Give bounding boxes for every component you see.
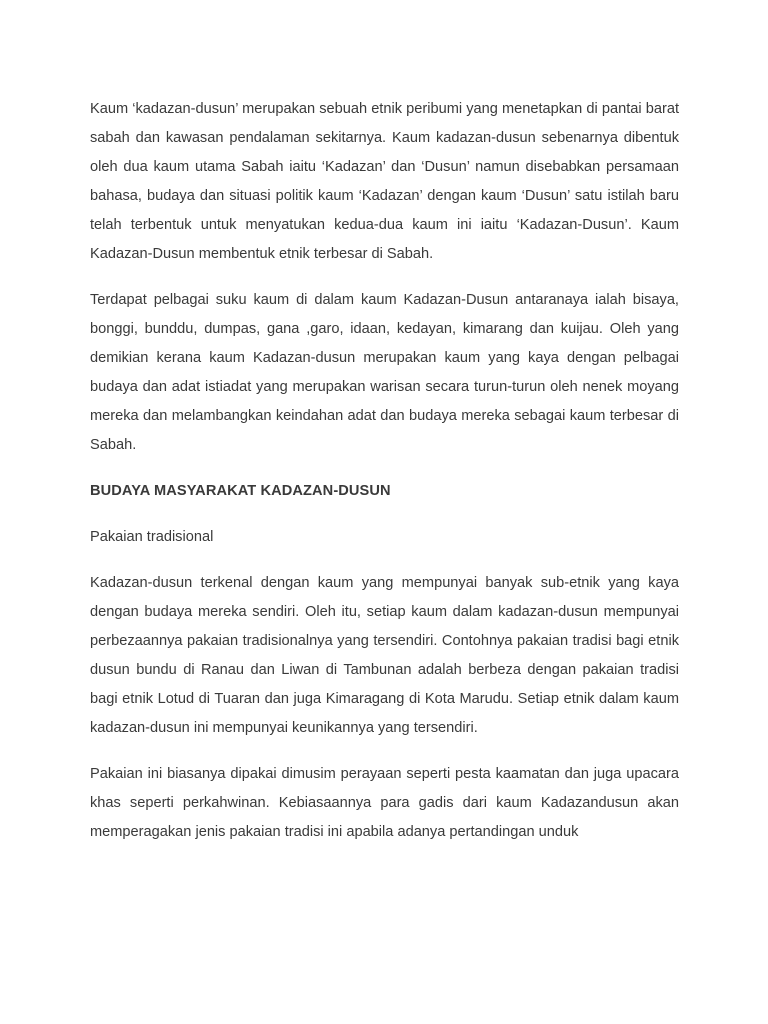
paragraph-festival-usage: Pakaian ini biasanya dipakai dimusim perayaan seperti pesta kaamatan dan juga upacara khas seperti perkahwinan. Kebiasaannya para gadis dari kaum Kadazandusun akan memperagakan jenis pakaian tradisi ini apabila adanya pertandingan unduk xyxy=(90,766,679,840)
spacer xyxy=(90,743,679,760)
spacer xyxy=(90,552,679,569)
paragraph-intro: Kaum ‘kadazan-dusun’ merupakan sebuah etnik peribumi yang menetapkan di pantai barat sabah dan kawasan pendalaman sekitarnya. Kaum kadazan-dusun sebenarnya dibentuk oleh dua kaum utama Sabah iaitu ‘Kadazan’ dan ‘Dusun’ namun disebabkan persamaan bahasa, budaya dan situasi politik kaum ‘Kadazan’ dengan kaum ‘Dusun’ satu istilah baru telah terbentuk untuk menyatukan kedua-dua kaum ini iaitu ‘Kadazan-Dusun’. Kaum Kadazan-Dusun membentuk etnik terbesar di Sabah. xyxy=(90,101,679,262)
document-page xyxy=(90,95,679,847)
paragraph-traditional-clothing: Kadazan-dusun terkenal dengan kaum yang mempunyai banyak sub-etnik yang kaya dengan budaya mereka sendiri. Oleh itu, setiap kaum dalam kadazan-dusun mempunyai perbezaannya pakaian tradisionalnya yang tersendiri. Contohnya pakaian tradisi bagi etnik dusun bundu di Ranau dan Liwan di Tambunan adalah berbeza dengan pakaian tradisi bagi etnik Lotud di Tuaran dan juga Kimaragang di Kota Marudu. Setiap etnik dalam kaum kadazan-dusun ini mempunyai keunikannya yang tersendiri. xyxy=(90,575,679,736)
spacer xyxy=(90,460,679,477)
subsection-heading: Pakaian tradisional xyxy=(90,529,214,545)
spacer xyxy=(90,506,679,523)
section-heading: BUDAYA MASYARAKAT KADAZAN-DUSUN xyxy=(90,483,391,499)
spacer xyxy=(90,269,679,286)
paragraph-subethnic: Terdapat pelbagai suku kaum di dalam kaum Kadazan-Dusun antaranaya ialah bisaya, bonggi, bunddu, dumpas, gana ,garo, idaan, kedayan, kimarang dan kuijau. Oleh yang demikian kerana kaum Kadazan-dusun merupakan kaum yang kaya dengan pelbagai budaya dan adat istiadat yang merupakan warisan secara turun-turun oleh nenek moyang mereka dan melambangkan keindahan adat dan budaya mereka sebagai kaum terbesar di Sabah. xyxy=(90,292,679,453)
